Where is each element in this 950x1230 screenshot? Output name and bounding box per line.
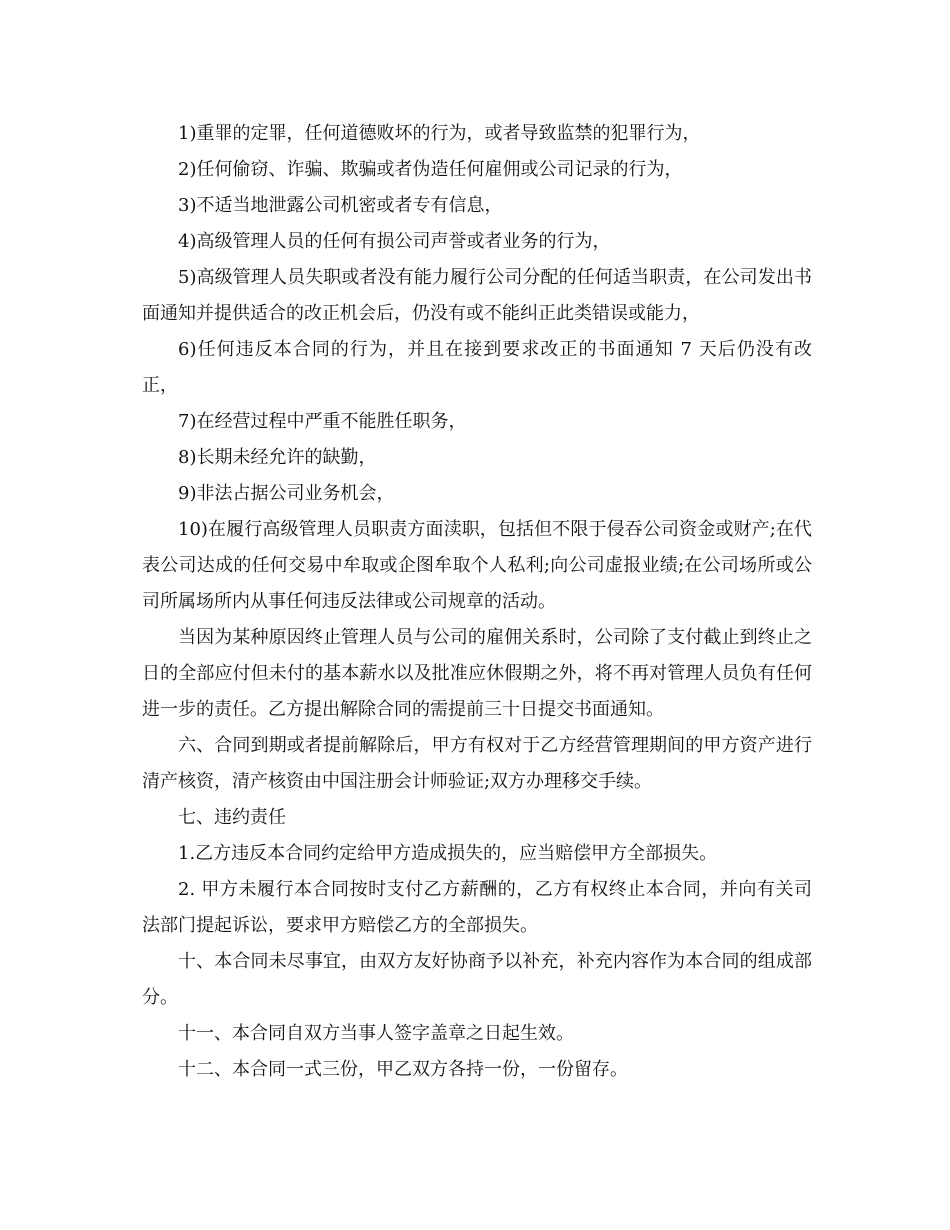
section-7-heading: 七、违约责任 <box>178 807 286 828</box>
clause-1: 1)重罪的定罪，任何道德败坏的行为，或者导致监禁的犯罪行为， <box>178 123 701 144</box>
clause-8: 8)长期未经允许的缺勤， <box>178 447 377 468</box>
clause-10: 10)在履行高级管理人员职责方面渎职，包括但不限于侵吞公司资金或财产;在代表公司达成的任何交易中牟取或企图牟取个人私利;向公司虚报业绩;在公司场所或公司所属场所内从事任何违反法律或公司规章的活动。 <box>142 519 812 612</box>
liability-item-1: 1.乙方违反本合同约定给甲方造成损失的，应当赔偿甲方全部损失。 <box>178 843 718 864</box>
clause-5: 5)高级管理人员失职或者没有能力履行公司分配的任何适当职责，在公司发出书面通知并提供适合的改正机会后，仍没有或不能纠正此类错误或能力， <box>142 267 812 324</box>
section-10-paragraph: 十、本合同未尽事宜，由双方友好协商予以补充，补充内容作为本合同的组成部分。 <box>142 951 812 1008</box>
clause-9: 9)非法占据公司业务机会， <box>178 483 395 504</box>
clause-7: 7)在经营过程中严重不能胜任职务， <box>178 411 467 432</box>
clause-6: 6)任何违反本合同的行为，并且在接到要求改正的书面通知 7 天后仍没有改正， <box>142 339 812 396</box>
termination-paragraph: 当因为某种原因终止管理人员与公司的雇佣关系时，公司除了支付截止到终止之日的全部应付但未付的基本薪水以及批准应休假期之外，将不再对管理人员负有任何进一步的责任。乙方提出解除合同的需提前三十日提交书面通知。 <box>142 627 812 720</box>
section-12-paragraph: 十二、本合同一式三份，甲乙双方各持一份，一份留存。 <box>178 1059 628 1080</box>
clause-3: 3)不适当地泄露公司机密或者专有信息， <box>178 195 503 216</box>
clause-2: 2)任何偷窃、诈骗、欺骗或者伪造任何雇佣或公司记录的行为， <box>178 159 683 180</box>
liability-item-2: 2. 甲方未履行本合同按时支付乙方薪酬的，乙方有权终止本合同，并向有关司法部门提起诉讼，要求甲方赔偿乙方的全部损失。 <box>142 879 812 936</box>
section-11-paragraph: 十一、本合同自双方当事人签字盖章之日起生效。 <box>178 1023 574 1044</box>
section-6-paragraph: 六、合同到期或者提前解除后，甲方有权对于乙方经营管理期间的甲方资产进行清产核资，清产核资由中国注册会计师验证;双方办理移交手续。 <box>142 735 812 792</box>
clause-4: 4)高级管理人员的任何有损公司声誉或者业务的行为， <box>178 231 611 252</box>
